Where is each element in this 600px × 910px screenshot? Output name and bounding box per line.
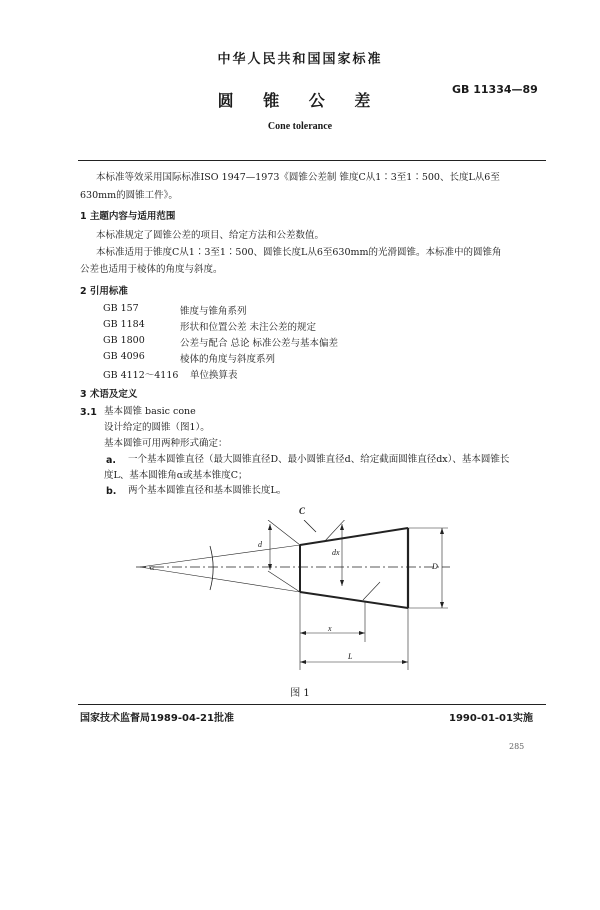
intro-line-1: 本标准等效采用国际标准ISO 1947—1973《圆锥公差制 锥度C从1∶3至1∶500、长度L从6至: [96, 172, 500, 183]
reference-code: GB 4096: [103, 351, 145, 362]
document-title-cn: 圆 锥 公 差: [217, 91, 383, 110]
footer-rule: [78, 704, 546, 705]
reference-code: GB 4112～4116: [103, 370, 179, 381]
item-b-marker: b.: [106, 486, 117, 497]
cone-angle-arc: [210, 546, 213, 590]
item-b-text: 两个基本圆锥直径和基本圆锥长度L。: [128, 485, 287, 496]
arrowhead: [440, 602, 444, 608]
arrowhead: [402, 660, 408, 664]
reference-title: 锥度与锥角系列: [180, 306, 247, 317]
arrowhead: [440, 528, 444, 534]
section-1-heading: 1 主题内容与适用范围: [80, 211, 176, 222]
document-title-en: Cone tolerance: [267, 121, 333, 132]
subsection-title: 基本圆锥 basic cone: [104, 406, 196, 417]
item-a-marker: a.: [106, 455, 117, 466]
label-dx: dx: [332, 548, 340, 557]
reference-title: 形状和位置公差 未注公差的规定: [180, 322, 317, 333]
label-alpha: α: [150, 563, 155, 572]
section-2-heading: 2 引用标准: [80, 286, 128, 297]
reference-title: 棱体的角度与斜度系列: [180, 354, 276, 365]
taper-leader: [304, 520, 316, 532]
label-big-d: D: [432, 562, 438, 571]
arrowhead: [300, 660, 306, 664]
header-rule: [78, 160, 546, 161]
section-1-para-1: 本标准规定了圆锥公差的项目、给定方法和公差数值。: [96, 230, 325, 241]
d-extension-upper: [268, 520, 300, 545]
reference-code: GB 1800: [103, 335, 145, 346]
label-l: L: [348, 652, 353, 661]
label-d: d: [258, 540, 262, 549]
page-number: 285: [509, 742, 525, 751]
arrowhead: [359, 631, 365, 635]
d-extension-lower: [268, 571, 300, 592]
arrowhead: [340, 524, 344, 530]
definition-line-1: 设计给定的圆锥（图1）。: [104, 422, 210, 433]
item-a-line-1: 一个基本圆锥直径（最大圆锥直径D、最小圆锥直径d、给定截面圆锥直径dx）、基本圆锥长: [128, 454, 510, 465]
arrowhead: [340, 580, 344, 586]
effective-date: 1990-01-01实施: [449, 713, 533, 724]
subsection-number: 3.1: [80, 407, 97, 418]
cone-figure: [130, 520, 460, 680]
issuing-country-standard: 中华人民共和国国家标准: [217, 52, 383, 67]
figure-caption: 图 1: [290, 688, 310, 699]
item-a-line-2: 度L、基本圆锥角α或基本锥度C；: [104, 470, 248, 481]
cone-upper-edge: [300, 528, 408, 545]
apex-line-lower: [140, 567, 300, 592]
arrowhead: [268, 524, 272, 530]
intro-line-2: 630mm的圆锥工件》。: [80, 190, 178, 201]
label-x: x: [328, 624, 332, 633]
reference-code: GB 1184: [103, 319, 145, 330]
section-1-para-2-line-1: 本标准适用于锥度C从1∶3至1∶500、圆锥长度L从6至630mm的光滑圆锥。本标准中的圆锥角: [96, 247, 502, 258]
label-c: C: [299, 506, 306, 516]
section-3-heading: 3 术语及定义: [80, 389, 138, 400]
reference-code: GB 157: [103, 303, 139, 314]
arrowhead: [300, 631, 306, 635]
cone-lower-edge: [300, 592, 408, 608]
section-1-para-2-line-2: 公差也适用于棱体的角度与斜度。: [80, 264, 223, 275]
apex-line-upper: [140, 545, 300, 567]
standard-number: GB 11334—89: [452, 83, 538, 96]
approval-info: 国家技术监督局1989-04-21批准: [80, 713, 234, 724]
reference-title: 公差与配合 总论 标准公差与基本偏差: [180, 338, 339, 349]
reference-title: 单位换算表: [190, 370, 238, 381]
dx-extension-lower: [363, 582, 380, 600]
definition-line-2: 基本圆锥可用两种形式确定：: [104, 438, 228, 449]
